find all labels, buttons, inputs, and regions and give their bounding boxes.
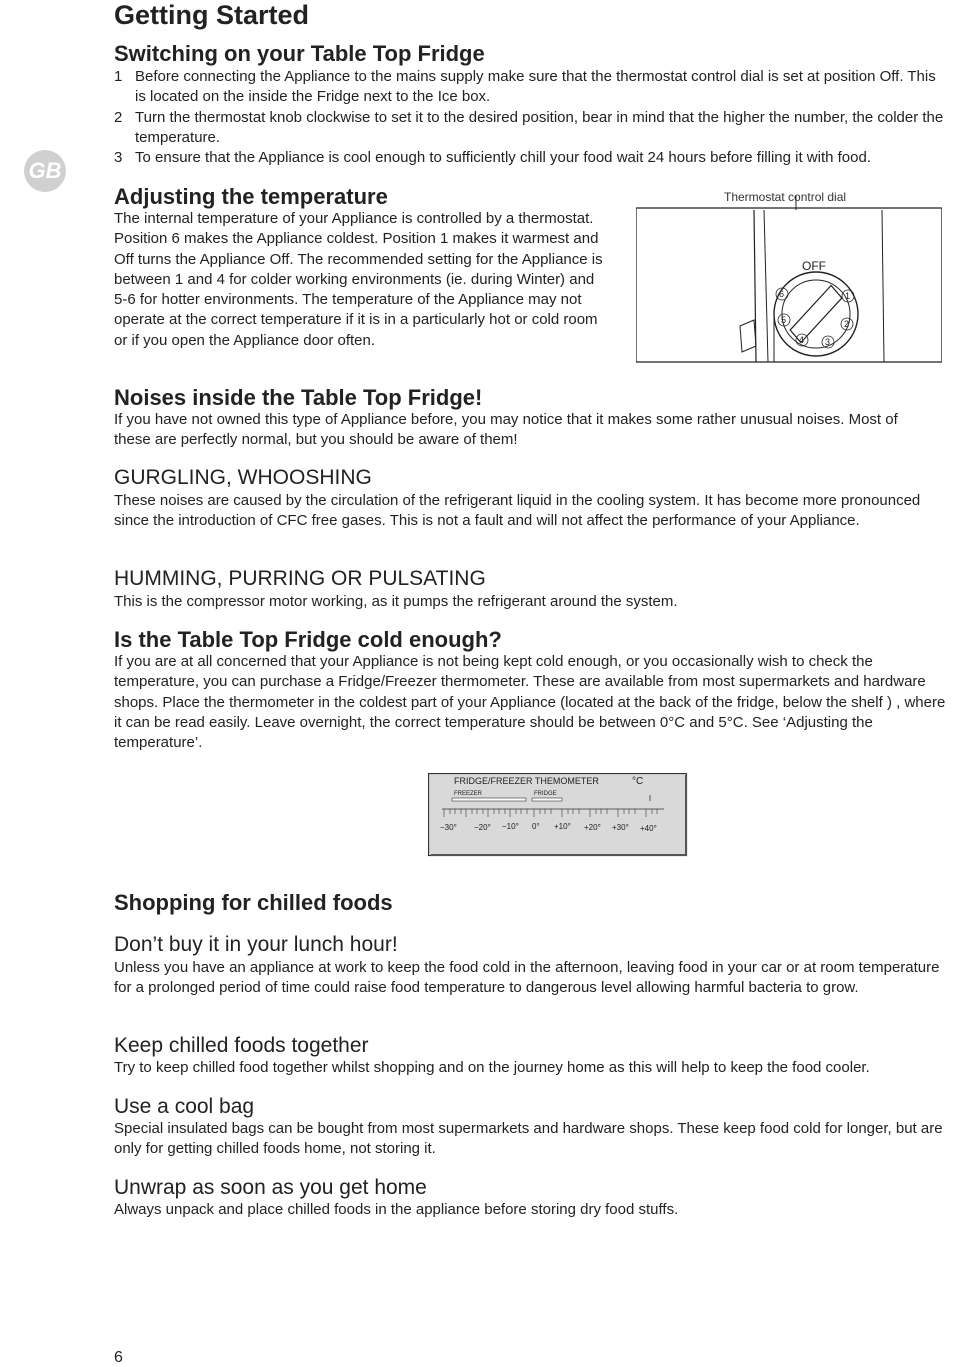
- dial-number-5: 5: [781, 315, 787, 325]
- shopping-text: Try to keep chilled food together whilst shopping and on the journey home as this will help to keep the food cooler.: [114, 1059, 870, 1076]
- scale-label: 0°: [532, 822, 540, 831]
- thermometer-title: FRIDGE/FREEZER THEMOMETER: [454, 776, 599, 786]
- page-number: 6: [114, 1349, 123, 1366]
- step-text: Before connecting the Appliance to the mains supply make sure that the thermostat control dial is set at position Off. This is located on the inside the Fridge next to the Ice box.: [135, 68, 936, 106]
- shopping-heading: Shopping for chilled foods: [114, 890, 393, 915]
- cold-enough-text: If you are at all concerned that your Appliance is not being kept cold enough, or you occasionally wish to check the temperature, you can purchase a Fridge/Freezer thermometer. These are available from most supermarkets and hardware shops. Place the thermometer in the coldest part of your Appliance (located at the back of the fridge, below the shelf ) , where it can be read easily. Leave overnight, the correct temperature should be between 0°C and 5°C. See ‘Adjusting the temperature’.: [114, 653, 946, 752]
- shopping-subheading: Keep chilled foods together: [114, 1034, 369, 1057]
- dial-number-3: 3: [825, 337, 831, 347]
- freezer-label: FREEZER: [454, 791, 483, 797]
- dial-off-label: OFF: [802, 259, 826, 273]
- switching-steps: [114, 67, 944, 168]
- shopping-text: Special insulated bags can be bought from most supermarkets and hardware shops. These keep food cold for longer, but are only for getting chilled foods home, not storing it.: [114, 1120, 943, 1158]
- step-item: [114, 67, 944, 108]
- shopping-text: Unless you have an appliance at work to keep the food cold in the afternoon, leaving food in your car or at room temperature for a prolonged period of time could raise food temperature to dangerous level allowing harmful bacteria to grow.: [114, 959, 940, 997]
- shopping-subheading: Don’t buy it in your lunch hour!: [114, 933, 398, 956]
- step-text: Turn the thermostat knob clockwise to set it to the desired position, bear in mind that the higher the number, the colder the temperature.: [135, 108, 944, 146]
- scale-label: +20°: [584, 823, 601, 832]
- thermometer-figure: [428, 773, 688, 857]
- dial-number-6: 6: [779, 289, 785, 299]
- thermometer-unit: °C: [632, 776, 644, 787]
- dial-number-4: 4: [799, 335, 805, 345]
- side-tab-gb: GB: [24, 150, 66, 192]
- gurgling-text: These noises are caused by the circulation of the refrigerant liquid in the cooling system. It has become more pronounced since the introduction of CFC free gases. This is not a fault and will not affect the performance of your Appliance.: [114, 492, 921, 530]
- adjusting-heading: Adjusting the temperature: [114, 184, 388, 209]
- gurgling-heading: GURGLING, WHOOSHING: [114, 466, 372, 489]
- step-text: To ensure that the Appliance is cool enough to sufficiently chill your food wait 24 hours before filling it with food.: [135, 149, 871, 167]
- scale-label: −30°: [440, 823, 457, 832]
- scale-label: −10°: [502, 822, 519, 831]
- noises-text: If you have not owned this type of Appliance before, you may notice that it makes some rather unusual noises. Most of these are perfectly normal, but you should be aware of them!: [114, 411, 898, 449]
- thermostat-figure-label: Thermostat control dial: [724, 190, 847, 204]
- dial-number-2: 2: [844, 319, 850, 329]
- humming-text: This is the compressor motor working, as it pumps the refrigerant around the system.: [114, 593, 678, 610]
- adjusting-text: The internal temperature of your Appliance is controlled by a thermostat. Position 6 makes the Appliance coldest. Position 1 makes it warmest and Off turns the Appliance Off. The recommended setting for the Appliance is between 1 and 4 for colder working environments (ie. during Winter) and 5-6 for hotter environments. The temperature of the Appliance may not operate at the correct temperature if it is in a particularly hot or cold room or if you open the Appliance door often.: [114, 210, 603, 349]
- shopping-subheading: Unwrap as soon as you get home: [114, 1176, 427, 1199]
- shopping-text: Always unpack and place chilled foods in the appliance before storing dry food stuffs.: [114, 1201, 679, 1218]
- step-number: 1: [114, 68, 123, 85]
- step-item: [114, 148, 944, 168]
- scale-label: +30°: [612, 823, 629, 832]
- step-item: [114, 108, 944, 149]
- step-number: 2: [114, 108, 123, 126]
- thermostat-dial-figure: [636, 196, 942, 364]
- dial-number-1: 1: [845, 291, 851, 301]
- scale-label: −20°: [474, 823, 491, 832]
- switching-heading: Switching on your Table Top Fridge: [114, 41, 485, 66]
- scale-label: +40°: [640, 824, 657, 833]
- step-number: 3: [114, 149, 123, 167]
- humming-heading: HUMMING, PURRING OR PULSATING: [114, 567, 486, 590]
- fridge-label: FRIDGE: [534, 791, 557, 797]
- page-title: Getting Started: [114, 0, 310, 30]
- scale-label: +10°: [554, 822, 571, 831]
- cold-enough-heading: Is the Table Top Fridge cold enough?: [114, 627, 502, 652]
- shopping-subheading: Use a cool bag: [114, 1095, 255, 1118]
- noises-heading: Noises inside the Table Top Fridge!: [114, 385, 483, 410]
